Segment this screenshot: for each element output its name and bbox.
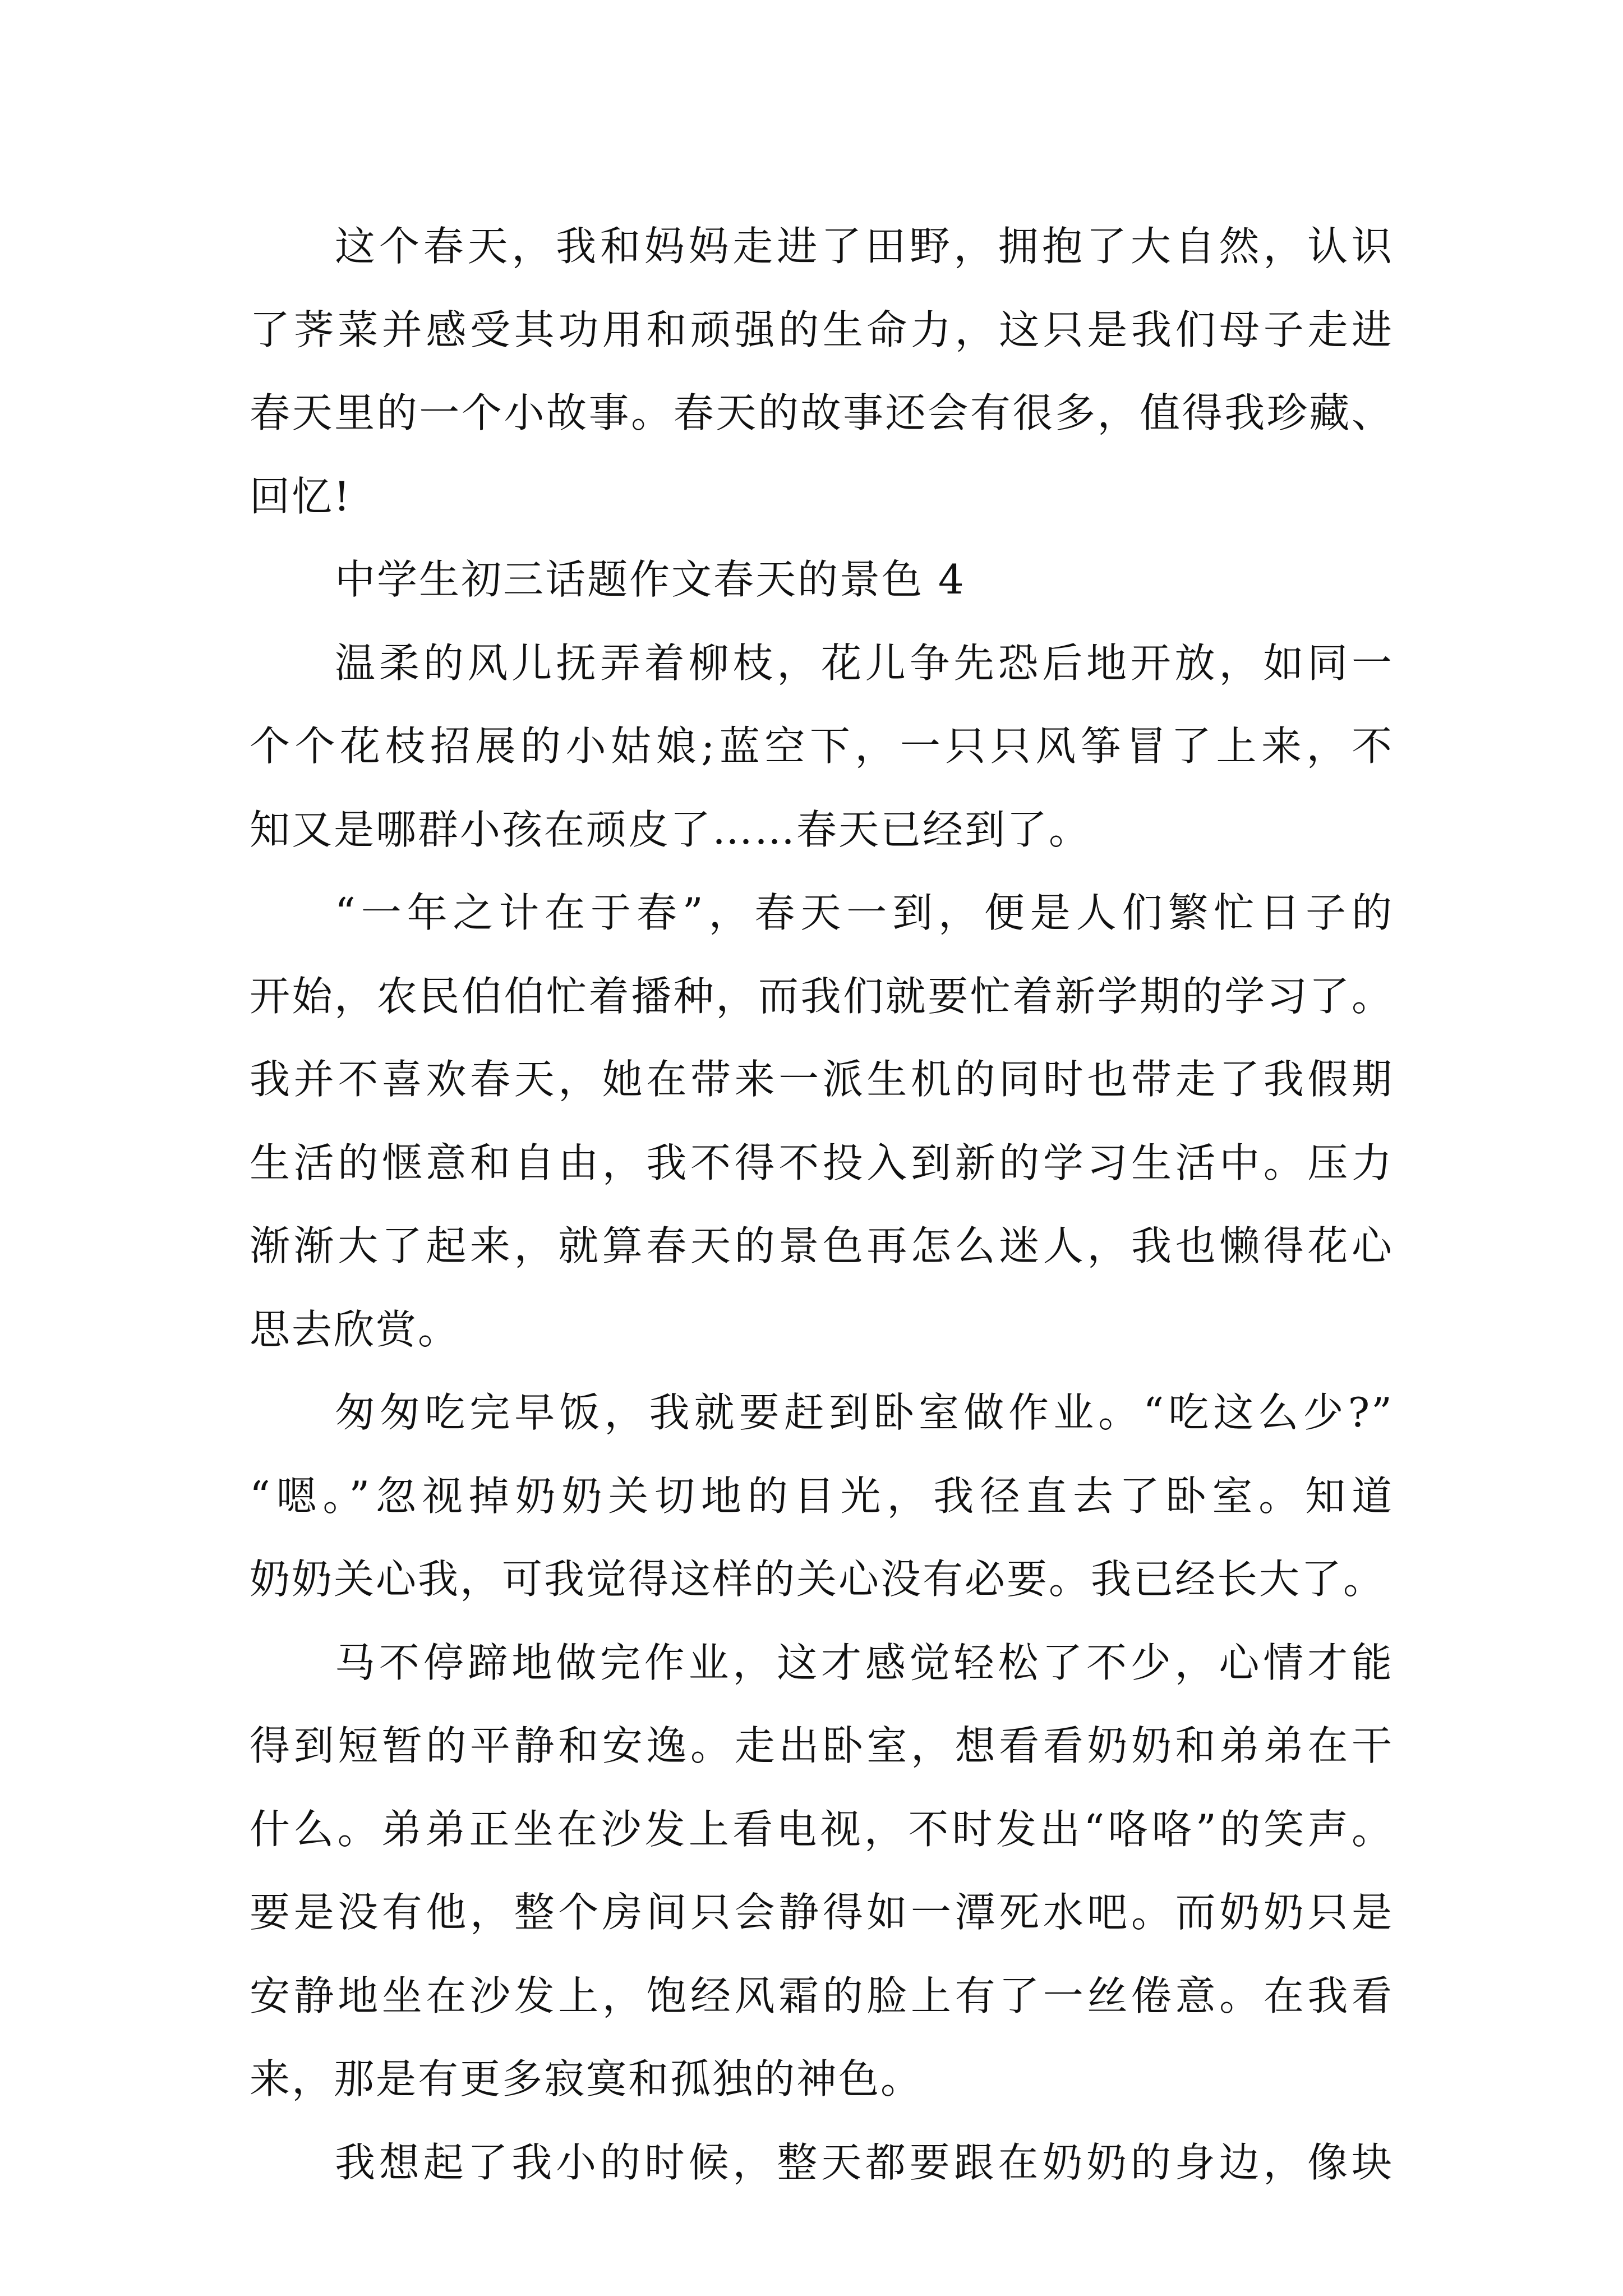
text-line: 什么。弟弟正坐在沙发上看电视，不时发出“咯咯”的笑声。 — [250, 1805, 1394, 1853]
text-line: 我并不喜欢春天，她在带来一派生机的同时也带走了我假期 — [250, 1056, 1394, 1103]
text-line: 得到短暂的平静和安逸。走出卧室，想看看奶奶和弟弟在干 — [250, 1722, 1394, 1769]
paragraph — [250, 1621, 1394, 2121]
paragraph — [250, 1371, 1394, 1621]
text-line: 知又是哪群小孩在顽皮了……春天已经到了。 — [250, 806, 1091, 853]
text-line: 要是没有他，整个房间只会静得如一潭死水吧。而奶奶只是 — [250, 1889, 1394, 1936]
paragraph — [250, 871, 1394, 1371]
text-line: 思去欣赏。 — [250, 1305, 460, 1353]
text-line: 匆匆吃完早饭，我就要赶到卧室做作业。“吃这么少?” — [335, 1389, 1394, 1436]
text-line: 回忆! — [250, 472, 352, 520]
text-line: 我想起了我小的时候，整天都要跟在奶奶的身边，像块 — [335, 2138, 1394, 2186]
text-line: 马不停蹄地做完作业，这才感觉轻松了不少，心情才能 — [335, 1639, 1394, 1686]
section-heading — [250, 538, 1394, 622]
text-line: 生活的惬意和自由，我不得不投入到新的学习生活中。压力 — [250, 1139, 1394, 1186]
paragraph — [250, 205, 1394, 538]
text-line: 了荠菜并感受其功用和顽强的生命力，这只是我们母子走进 — [250, 306, 1394, 353]
text-line: 春天里的一个小故事。春天的故事还会有很多，值得我珍藏、 — [250, 389, 1394, 436]
text-line: 安静地坐在沙发上，饱经风霜的脸上有了一丝倦意。在我看 — [250, 1972, 1394, 2019]
paragraph — [250, 622, 1394, 872]
text-line: 这个春天，我和妈妈走进了田野，拥抱了大自然，认识 — [335, 223, 1394, 270]
text-line: 个个花枝招展的小姑娘;蓝空下，一只只风筝冒了上来，不 — [250, 723, 1394, 770]
heading-text: 中学生初三话题作文春天的景色 4 — [335, 556, 966, 603]
text-line: 温柔的风儿抚弄着柳枝，花儿争先恐后地开放，如同一 — [335, 639, 1394, 687]
text-line: 来，那是有更多寂寞和孤独的神色。 — [250, 2055, 923, 2102]
paragraph — [250, 2121, 1394, 2205]
text-line: “一年之计在于春”，春天一到，便是人们繁忙日子的 — [335, 889, 1394, 936]
text-line: 开始，农民伯伯忙着播种，而我们就要忙着新学期的学习了。 — [250, 972, 1394, 1020]
text-line: 渐渐大了起来，就算春天的景色再怎么迷人，我也懒得花心 — [250, 1222, 1394, 1269]
text-line: 奶奶关心我，可我觉得这样的关心没有必要。我已经长大了。 — [250, 1556, 1386, 1603]
text-line: “嗯。”忽视掉奶奶关切地的目光，我径直去了卧室。知道 — [250, 1472, 1394, 1520]
document-body — [250, 205, 1394, 2204]
